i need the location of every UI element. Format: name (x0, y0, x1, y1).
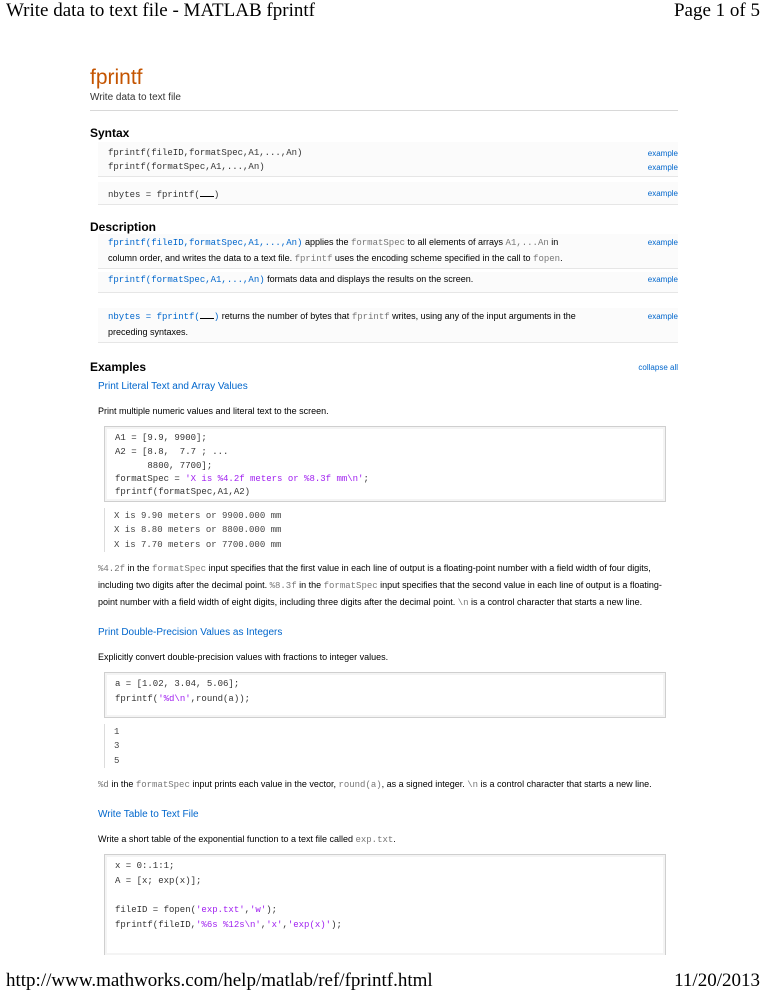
output-rule (104, 724, 105, 768)
example-1-intro: Print multiple numeric values and literal text to the screen. (98, 406, 329, 416)
example-3-intro (98, 831, 678, 848)
syntax-heading: Syntax (90, 126, 130, 140)
collapse-all-link[interactable]: collapse all (638, 363, 678, 372)
code-segment: fprintf(fileID, (115, 920, 197, 930)
output-line: X is 7.70 meters or 7700.000 mm (114, 540, 282, 550)
syntax-line-1: fprintf(fileID,formatSpec,A1,...,An) (108, 148, 303, 158)
description-code-3a[interactable]: nbytes = fprintf( (108, 312, 200, 322)
desc2-t1: formats data and displays the results on the screen. (264, 274, 474, 284)
example-1-code-block (104, 426, 666, 502)
code-line: fprintf(formatSpec,A1,A2) (115, 487, 251, 497)
example-2-title[interactable]: Print Double-Precision Values as Integers (98, 627, 283, 638)
exp-text: input specifies that the first value in each line of output is a floating-point number with a field width of four digits, including two digits after the decimal point. (98, 563, 651, 590)
exp-text: in the (108, 779, 136, 789)
exp-code: %4.2f (98, 564, 126, 574)
description-example-link-1[interactable]: example (647, 238, 678, 247)
exp-text: is a control character that starts a new line. (478, 779, 652, 789)
example-3-code-block (104, 854, 666, 955)
code-string: 'exp.txt' (196, 905, 245, 915)
exp-text: in the (125, 563, 153, 573)
syntax-line-3-start: nbytes = fprintf( (108, 190, 200, 200)
description-block-1 (98, 234, 678, 269)
desc1-t2: to all elements of arrays (405, 237, 506, 247)
desc1-t3: in column order, and writes the data to a text file. (108, 237, 559, 263)
output-line: X is 9.90 meters or 9900.000 mm (114, 511, 282, 521)
print-header (0, 0, 768, 22)
syntax-example-link-1[interactable]: example (647, 149, 678, 158)
code-line (115, 905, 277, 915)
code-line (115, 474, 369, 484)
description-text-2 (108, 272, 578, 288)
exp-text: input prints each value in the vector, (189, 779, 339, 789)
code-line (115, 920, 342, 930)
exp-code: formatSpec (152, 564, 207, 574)
description-text-3 (108, 309, 578, 340)
exp-code: %8.3f (269, 581, 297, 591)
code-segment: ); (266, 905, 278, 915)
exp-code: formatSpec (135, 780, 190, 790)
example-1-explanation (98, 560, 678, 611)
argument-placeholder (200, 188, 214, 197)
exp-code: \n (467, 780, 479, 790)
syntax-line-3-end: ) (213, 190, 220, 200)
desc3-c1: fprintf (351, 312, 390, 322)
example-3-title[interactable]: Write Table to Text File (98, 809, 199, 820)
exp-code: %d (98, 780, 109, 790)
example-1-title[interactable]: Print Literal Text and Array Values (98, 381, 248, 392)
syntax-example-link-3[interactable]: example (647, 189, 678, 198)
code-segment: formatSpec = (115, 474, 186, 484)
syntax-example-link-2[interactable]: example (647, 163, 678, 172)
code-line: A1 = [9.9, 9900]; (115, 433, 207, 443)
syntax-line-3 (108, 188, 219, 200)
code-string: '%d\n' (158, 694, 191, 704)
syntax-block-1 (98, 142, 678, 177)
code-segment: , (282, 920, 288, 930)
example-2-intro: Explicitly convert double-precision values with fractions to integer values. (98, 652, 389, 662)
code-segment: fileID = fopen( (115, 905, 197, 915)
intro-text: Write a short table of the exponential function to a text file called (98, 834, 356, 844)
code-line (115, 694, 250, 704)
output-line: 5 (114, 756, 120, 766)
code-segment: ; (363, 474, 369, 484)
desc3-t2: writes, using any of the input arguments in the preceding syntaxes. (108, 311, 576, 337)
desc1-c2: A1,...An (505, 238, 549, 248)
output-rule (104, 508, 105, 552)
code-line: A2 = [8.8, 7.7 ; ... (115, 447, 229, 457)
intro-text: . (393, 834, 396, 844)
description-code-3b[interactable]: ) (213, 312, 220, 322)
print-page-number: Page 1 of 5 (673, 0, 760, 21)
desc1-t5: . (560, 253, 563, 263)
output-line: X is 8.80 meters or 8800.000 mm (114, 525, 282, 535)
description-block-3 (98, 308, 678, 343)
page-title: fprintf (90, 66, 143, 89)
exp-text: in the (296, 580, 324, 590)
code-segment: ,round(a)); (190, 694, 251, 704)
example-2-explanation (98, 776, 678, 793)
code-string: 'exp(x)' (287, 920, 332, 930)
print-footer-date: 11/20/2013 (674, 970, 760, 991)
exp-text: , as a signed integer. (381, 779, 468, 789)
description-heading: Description (90, 220, 157, 234)
desc1-c3: fprintf (294, 254, 333, 264)
output-line: 1 (114, 727, 120, 737)
code-segment: fprintf( (115, 694, 159, 704)
exp-text: is a control character that starts a new line. (468, 597, 643, 607)
code-line: x = 0:.1:1; (115, 861, 175, 871)
code-line: a = [1.02, 3.04, 5.06]; (115, 679, 240, 689)
description-code-2[interactable]: fprintf(formatSpec,A1,...,An) (108, 275, 265, 285)
intro-code: exp.txt (355, 835, 394, 845)
print-header-title: Write data to text file - MATLAB fprintf (6, 0, 315, 21)
title-divider (90, 110, 678, 111)
desc1-c1: formatSpec (350, 238, 405, 248)
syntax-line-2: fprintf(formatSpec,A1,...,An) (108, 162, 265, 172)
code-string: 'w' (250, 905, 267, 915)
print-footer-url: http://www.mathworks.com/help/matlab/ref/fprintf.html (6, 970, 433, 991)
description-block-2 (98, 272, 678, 293)
desc1-c4: fopen (533, 254, 561, 264)
code-segment: ); (331, 920, 342, 930)
code-line: 8800, 7700]; (115, 461, 213, 471)
syntax-block-2 (98, 182, 678, 205)
code-string: '%6s %12s\n' (196, 920, 261, 930)
desc1-t1: applies the (302, 237, 351, 247)
exp-code: round(a) (338, 780, 382, 790)
example-2-code-block (104, 672, 666, 718)
code-segment: , (244, 905, 251, 915)
argument-placeholder (200, 310, 214, 319)
desc1-t4: uses the encoding scheme specified in the call to (332, 253, 534, 263)
exp-code: formatSpec (323, 581, 378, 591)
code-string: 'X is %4.2f meters or %8.3f mm\n' (185, 474, 364, 484)
description-example-link-3[interactable]: example (647, 312, 678, 321)
code-segment: , (260, 920, 267, 930)
page-subtitle: Write data to text file (90, 92, 181, 103)
output-line: 3 (114, 741, 120, 751)
desc3-t1: returns the number of bytes that (219, 311, 352, 321)
exp-text: input specifies that the second value in each line of output is a floating-point number with a field width of eight digits, including three digits after the decimal point. (98, 580, 662, 607)
examples-heading: Examples (90, 360, 147, 374)
exp-code: \n (457, 598, 469, 608)
code-string: 'x' (266, 920, 283, 930)
description-example-link-2[interactable]: example (647, 275, 678, 284)
description-code-1[interactable]: fprintf(fileID,formatSpec,A1,...,An) (108, 238, 303, 248)
description-text-1 (108, 235, 578, 267)
code-line: A = [x; exp(x)]; (115, 876, 202, 886)
